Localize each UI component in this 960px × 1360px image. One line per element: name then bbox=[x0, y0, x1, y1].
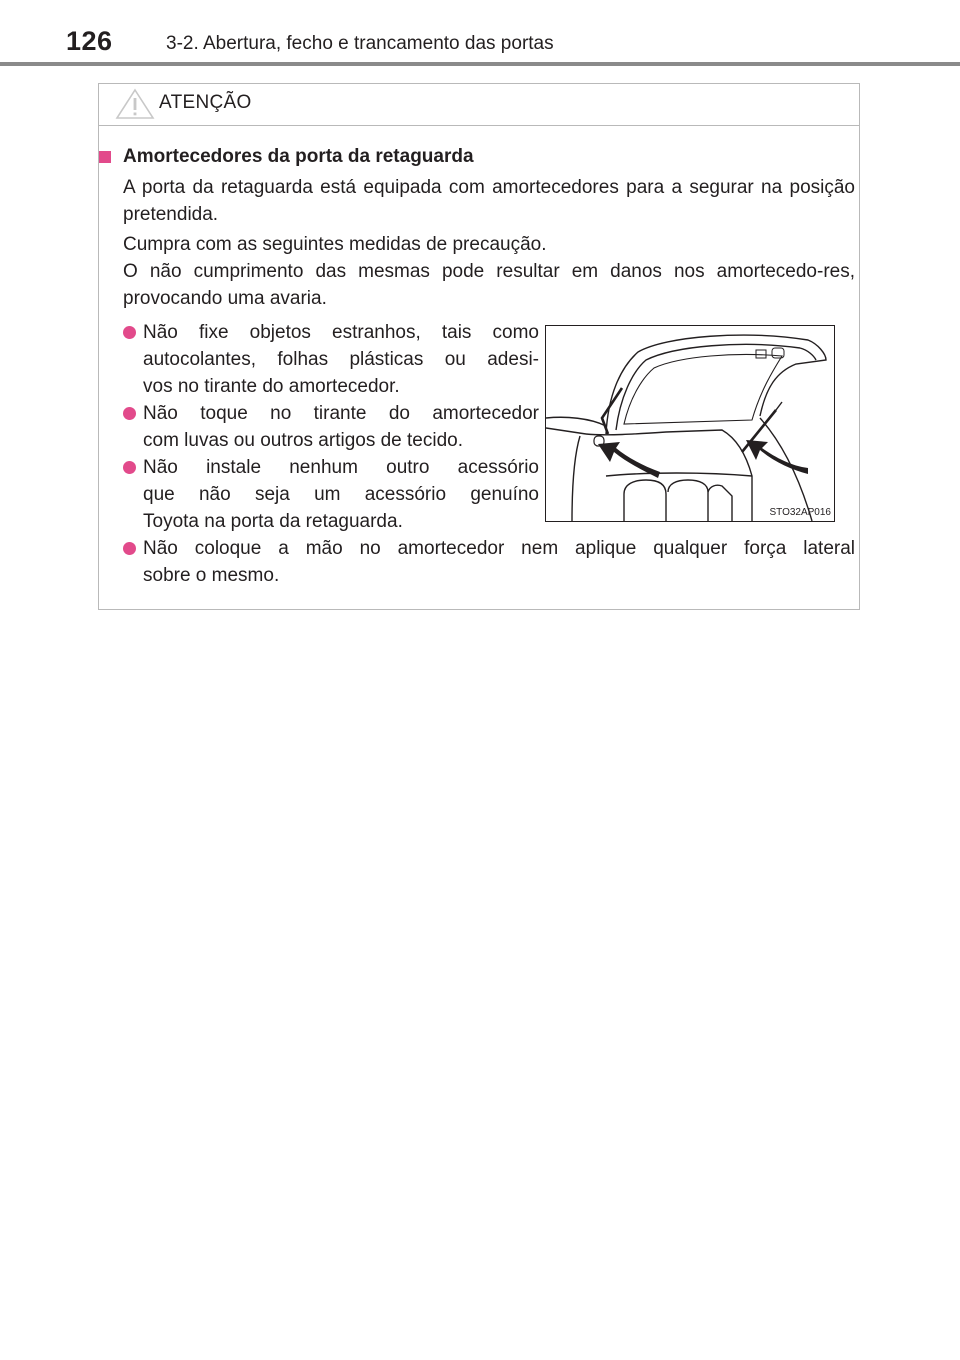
paragraph-consequence: O não cumprimento das mesmas pode resultar em danos nos amortecedo-res, provocando uma avaria. bbox=[123, 261, 855, 309]
bullet-line: que não seja um acessório genuíno bbox=[143, 484, 539, 505]
section-title: 3-2. Abertura, fecho e trancamento das portas bbox=[166, 33, 554, 54]
bullet-line: Não toque no tirante do amortecedor bbox=[143, 403, 539, 424]
bullet-line: com luvas ou outros artigos de tecido. bbox=[143, 430, 464, 451]
bullet-dot-icon bbox=[123, 542, 136, 555]
figure-code: STO32AP016 bbox=[769, 507, 831, 518]
bullet-dot-icon bbox=[123, 461, 136, 474]
bullet-line: autocolantes, folhas plásticas ou adesi- bbox=[143, 349, 539, 370]
bullet-line: Não instale nenhum outro acessório bbox=[143, 457, 539, 478]
bullet-dot-icon bbox=[123, 407, 136, 420]
page-header bbox=[0, 0, 960, 66]
bullet-line: Toyota na porta da retaguarda. bbox=[143, 511, 403, 532]
header-rule bbox=[0, 62, 960, 66]
bullet-line: Não coloque a mão no amortecedor nem aplique qualquer força lateral bbox=[143, 538, 855, 559]
bullet-line: Não fixe objetos estranhos, tais como bbox=[143, 322, 539, 343]
tailgate-damper-illustration bbox=[545, 325, 835, 522]
bullet-line: sobre o mesmo. bbox=[143, 565, 280, 586]
tailgate-drawing bbox=[546, 326, 834, 521]
warning-triangle-icon bbox=[115, 88, 155, 120]
page-number: 126 bbox=[66, 26, 113, 56]
warning-label: ATENÇÃO bbox=[159, 92, 252, 113]
paragraph-intro: A porta da retaguarda está equipada com amortecedores para a segurar na posição pretendida. bbox=[123, 177, 855, 225]
square-bullet-icon bbox=[99, 151, 111, 163]
warning-header bbox=[99, 84, 859, 126]
bullet-dot-icon bbox=[123, 326, 136, 339]
paragraph-precaution: Cumpra com as seguintes medidas de precaução. bbox=[123, 234, 547, 255]
bullet-line: vos no tirante do amortecedor. bbox=[143, 376, 400, 397]
topic-heading-text: Amortecedores da porta da retaguarda bbox=[123, 146, 474, 167]
warning-box bbox=[98, 83, 860, 610]
